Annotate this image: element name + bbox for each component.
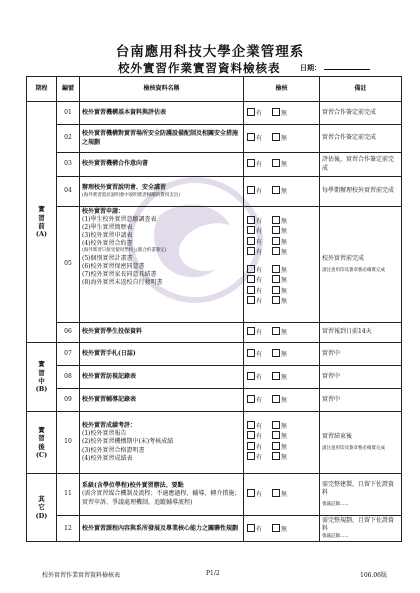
date-input-line[interactable] — [324, 69, 370, 70]
check-cell — [244, 412, 320, 474]
table-row — [27, 177, 402, 207]
row-number: 01 — [57, 102, 80, 125]
no-label: 無 — [281, 287, 288, 295]
item-name: 校外實習輔導記錄表 — [80, 389, 244, 412]
item-name-sub: (需含實習媒合機制及流程；不適應過程、輔導、轉介措施；實習申訴、爭議處理機制，追蹤輔導流程) — [82, 490, 241, 506]
subitem: (2)學生實習簡歷表 — [82, 224, 133, 232]
check-cell — [244, 323, 320, 343]
yes-label: 有 — [256, 218, 263, 225]
subitem: (8)海外實習未返校自行發明書 — [82, 278, 163, 286]
footer-page-number: P1/2 — [206, 570, 220, 577]
yes-checkbox[interactable] — [247, 372, 255, 380]
form-subtitle: 校外實習作業實習資料檢核表 — [118, 61, 281, 75]
table-header-row — [27, 77, 402, 102]
stage-before: 實 習 前 (A) — [27, 102, 57, 343]
no-checkbox[interactable] — [272, 133, 280, 141]
item-note: 實習中 — [320, 389, 402, 412]
item-name: 校外實習訪視記錄表 — [80, 366, 244, 389]
no-label: 無 — [281, 109, 288, 117]
item-note: 實習結束後 請注意用印及簽章務必確實完成 — [320, 412, 402, 474]
item-name: 校外實習學生投保資料 — [80, 323, 244, 343]
row-number: 11 — [57, 474, 80, 516]
no-label: 無 — [281, 443, 288, 451]
check-cell — [244, 125, 320, 153]
yes-label: 有 — [256, 277, 263, 285]
footer-form-name: 校外實習作業實習資料檢核表 — [42, 572, 121, 579]
check-cell — [244, 474, 320, 516]
yes-checkbox[interactable] — [247, 237, 255, 245]
check-cell — [244, 366, 320, 389]
date-field — [300, 63, 370, 73]
subitem: (4)校外實習成績表 — [82, 454, 133, 462]
yes-checkbox[interactable] — [247, 226, 255, 234]
yes-label: 有 — [256, 228, 263, 236]
yes-checkbox[interactable] — [247, 159, 255, 167]
page-title: 台南應用科技大學企業管理系 — [115, 44, 305, 60]
table-row — [27, 153, 402, 177]
no-checkbox[interactable] — [272, 452, 280, 460]
subitem: (4)校外實習合約書 — [82, 240, 133, 248]
no-label: 無 — [281, 248, 288, 256]
no-label: 無 — [281, 329, 288, 337]
row-number: 10 — [57, 412, 80, 474]
no-label: 無 — [281, 218, 288, 225]
no-checkbox[interactable] — [272, 186, 280, 194]
yes-checkbox[interactable] — [247, 186, 255, 194]
yes-checkbox[interactable] — [247, 442, 255, 450]
yes-checkbox[interactable] — [247, 265, 255, 273]
no-label: 無 — [281, 267, 288, 275]
item-note: 評估後，實習合作簽定前完成 — [320, 153, 402, 177]
yes-label: 有 — [256, 297, 263, 305]
table-row — [27, 412, 402, 474]
table-row — [27, 323, 402, 343]
stage-after: 實 習 後 (C) — [27, 412, 57, 474]
item-note: 實習中 — [320, 343, 402, 366]
yes-checkbox[interactable] — [247, 421, 255, 429]
item-note: 實習報到日前14天 — [320, 323, 402, 343]
item-note: 每學期辦理校外實習前完成 — [320, 177, 402, 207]
item-name: 校外實習機構基本資料與評估表 — [80, 102, 244, 125]
no-label: 無 — [281, 277, 288, 285]
yes-label: 有 — [256, 188, 263, 196]
no-label: 無 — [281, 228, 288, 236]
yes-label: 有 — [256, 423, 263, 430]
no-checkbox[interactable] — [272, 431, 280, 439]
table-row — [27, 207, 402, 323]
no-checkbox[interactable] — [272, 296, 280, 304]
no-checkbox[interactable] — [272, 226, 280, 234]
no-label: 無 — [281, 453, 288, 461]
yes-checkbox[interactable] — [247, 524, 255, 532]
no-checkbox[interactable] — [272, 395, 280, 403]
no-checkbox[interactable] — [272, 275, 280, 283]
no-checkbox[interactable] — [272, 349, 280, 357]
footer-version: 106.06版 — [360, 572, 387, 579]
header-number: 編號 — [57, 77, 80, 102]
yes-label: 有 — [256, 248, 263, 256]
yes-checkbox[interactable] — [247, 275, 255, 283]
check-cell — [244, 389, 320, 412]
row-number: 07 — [57, 343, 80, 366]
row-number: 12 — [57, 516, 80, 542]
item-name: 系級(含學位學程)校外實習辦法、要點 (需含實習媒合機制及流程；不適應過程、輔導、轉介措施；實習申訴、爭議處理機制，追蹤輔導流程) — [80, 474, 244, 516]
subitem: (1)學生校外實習意願調查表 — [82, 216, 157, 224]
yes-checkbox[interactable] — [247, 327, 255, 335]
item-name: 校外實習手札(日誌) — [80, 343, 244, 366]
yes-label: 有 — [256, 443, 263, 451]
table-row — [27, 389, 402, 412]
stage-other: 其 它 (D) — [27, 474, 57, 542]
subitem: (7)校外實習家長同意具結書 — [82, 270, 157, 278]
check-cell — [244, 102, 320, 125]
yes-checkbox[interactable] — [247, 489, 255, 497]
yes-checkbox[interactable] — [247, 395, 255, 403]
yes-checkbox[interactable] — [247, 216, 255, 224]
no-checkbox[interactable] — [272, 286, 280, 294]
row-number: 06 — [57, 323, 80, 343]
item-name: 校外實習申請： (1)學生校外實習意願調查表 (2)學生實習簡歷表 (3)校外實習申請表 (4)校外實習合約書 (海外實習只接受使用學校公版合約書簽定) (5)個別實習計畫書 (6)校外實習保密同意書 (7)校外實習家長同意具結書 (8)海外實習未返校自行發明書 — [80, 207, 244, 323]
item-note: 需完整規劃，且留下佐證資料 會議記錄...... — [320, 516, 402, 542]
yes-label: 有 — [256, 135, 263, 143]
item-name-sub: (海外實習需於說明會中說明實習相關的費用支出) — [82, 192, 181, 198]
item-name: 校外實習課程內容與系所發展及專業核心能力之關聯性規劃 — [80, 516, 244, 542]
item-name: 校外實習成績考評： (1)校外實習報告 (2)校外實習機構期中(末)考核成績 (3)校外實習合格證明書 (4)校外實習成績表 — [80, 412, 244, 474]
item-note: 實習合作簽定前完成 — [320, 125, 402, 153]
no-checkbox[interactable] — [272, 108, 280, 116]
check-cell — [244, 177, 320, 207]
item-name: 校外實習機構對實習場所安全防護設備配制及相關安全措施之規劃 — [80, 125, 244, 153]
no-label: 無 — [281, 423, 288, 430]
date-label: 日期： — [300, 63, 321, 72]
table-row — [27, 474, 402, 516]
row-number: 02 — [57, 125, 80, 153]
yes-label: 有 — [256, 453, 263, 461]
table-row — [27, 343, 402, 366]
item-note: 實習合作簽定前完成 — [320, 102, 402, 125]
table-row — [27, 125, 402, 153]
yes-label: 有 — [256, 267, 263, 275]
header-note: 備註 — [320, 77, 402, 102]
stage-during: 實 習 中 (B) — [27, 343, 57, 412]
header-check: 檢核 — [244, 77, 320, 102]
no-label: 無 — [281, 297, 288, 305]
yes-checkbox[interactable] — [247, 452, 255, 460]
yes-label: 有 — [256, 329, 263, 337]
item-note-small: 會議記錄...... — [322, 534, 349, 540]
no-label: 無 — [281, 433, 288, 441]
header-item-name: 檢核資料名稱 — [80, 77, 244, 102]
table-row — [27, 102, 402, 125]
no-label: 無 — [281, 373, 288, 381]
row-number: 08 — [57, 366, 80, 389]
subitem: (3)校外實習申請表 — [82, 232, 133, 240]
no-checkbox[interactable] — [272, 237, 280, 245]
check-cell — [244, 207, 320, 323]
item-note-small: 請注意用印及簽章務必確實完成 — [322, 445, 385, 451]
item-note-small: 會議記錄...... — [322, 501, 349, 507]
no-checkbox[interactable] — [272, 524, 280, 532]
subitem: (6)校外實習保密同意書 — [82, 262, 145, 270]
subitem: (1)校外實習報告 — [82, 430, 127, 438]
row-number: 04 — [57, 177, 80, 207]
item-note: 需完整建製，且留下佐證資料 會議記錄...... — [320, 474, 402, 516]
no-label: 無 — [281, 238, 288, 246]
no-label: 無 — [281, 396, 288, 404]
yes-label: 有 — [256, 109, 263, 117]
table-row — [27, 366, 402, 389]
no-label: 無 — [281, 161, 288, 169]
subitem: (2)校外實習機構期中(末)考核成績 — [82, 438, 174, 446]
item-name: 校外實習機構合作意向書 — [80, 153, 244, 177]
yes-label: 有 — [256, 373, 263, 381]
item-note-small: 請注意用印及簽章務必確實完成 — [322, 267, 385, 273]
yes-label: 有 — [256, 491, 263, 499]
item-note: 實習中 — [320, 366, 402, 389]
no-checkbox[interactable] — [272, 159, 280, 167]
no-label: 無 — [281, 135, 288, 143]
yes-label: 有 — [256, 238, 263, 246]
no-checkbox[interactable] — [272, 421, 280, 429]
no-label: 無 — [281, 188, 288, 196]
yes-label: 有 — [256, 287, 263, 295]
no-checkbox[interactable] — [272, 265, 280, 273]
item-name: 辦理校外實習說明會、安全講習 (海外實習需於說明會中說明實習相關的費用支出) — [80, 177, 244, 207]
item-note: 校外實習前完成 請注意用印及簽章務必確實完成 — [320, 207, 402, 323]
yes-label: 有 — [256, 161, 263, 169]
no-label: 無 — [281, 491, 288, 499]
no-checkbox[interactable] — [272, 489, 280, 497]
no-checkbox[interactable] — [272, 327, 280, 335]
subitem: (3)校外實習合格證明書 — [82, 446, 145, 454]
subitem: (5)個別實習計畫書 — [82, 254, 133, 262]
no-checkbox[interactable] — [272, 442, 280, 450]
checklist-table — [26, 76, 402, 542]
no-label: 無 — [281, 350, 288, 358]
no-checkbox[interactable] — [272, 216, 280, 224]
check-cell — [244, 153, 320, 177]
yes-label: 有 — [256, 525, 263, 533]
row-number: 03 — [57, 153, 80, 177]
check-cell — [244, 516, 320, 542]
row-number: 05 — [57, 207, 80, 323]
row-number: 09 — [57, 389, 80, 412]
yes-checkbox[interactable] — [247, 296, 255, 304]
yes-checkbox[interactable] — [247, 133, 255, 141]
no-checkbox[interactable] — [272, 372, 280, 380]
yes-checkbox[interactable] — [247, 286, 255, 294]
yes-checkbox[interactable] — [247, 349, 255, 357]
table-row — [27, 516, 402, 542]
yes-label: 有 — [256, 433, 263, 441]
subitem-note: (海外實習只接受使用學校公版合約書簽定) — [82, 248, 167, 254]
yes-checkbox[interactable] — [247, 108, 255, 116]
yes-label: 有 — [256, 350, 263, 358]
yes-checkbox[interactable] — [247, 431, 255, 439]
header-stage: 期程 — [27, 77, 57, 102]
no-checkbox[interactable] — [272, 247, 280, 255]
no-label: 無 — [281, 525, 288, 533]
yes-checkbox[interactable] — [247, 247, 255, 255]
check-cell — [244, 343, 320, 366]
yes-label: 有 — [256, 396, 263, 404]
